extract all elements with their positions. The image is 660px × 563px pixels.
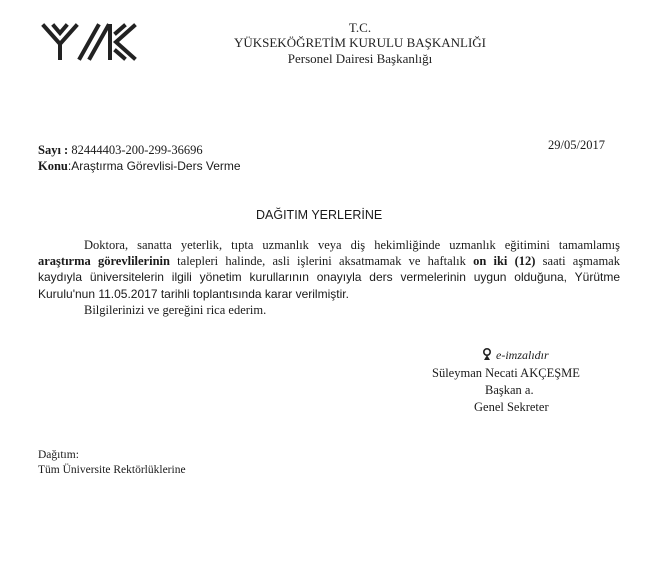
signer-title-2: Genel Sekreter — [474, 400, 549, 414]
signer-title-1: Başkan a. — [485, 383, 534, 397]
esign-seal-icon — [482, 348, 492, 361]
body-line-3: kaydıyla üniversitelerin ilgili yönetim kurullarının onayıyla ders vermelerinin uygun olduğuna, Yürütme — [38, 270, 620, 284]
body-line-4: Kurulu'nun 11.05.2017 tarihli toplantısında karar verilmiştir. — [38, 287, 349, 301]
header-department: Personel Dairesi Başkanlığı — [287, 51, 433, 66]
konu-label: Konu — [38, 159, 68, 173]
esign-text: e-imzalıdır — [496, 348, 549, 362]
header-tc: T.C. — [348, 20, 372, 35]
yok-logo — [40, 22, 138, 62]
closing-sentence: Bilgilerinizi ve gereğini rica ederim. — [84, 303, 267, 317]
body-line-2-end: saati aşmamak — [535, 254, 620, 268]
distribution-heading: DAĞITIM YERLERİNE — [256, 208, 383, 222]
bold-twelve: on iki (12) — [473, 254, 536, 268]
document-date: 29/05/2017 — [548, 138, 605, 152]
bold-research-assistants: araştırma görevlilerinin — [38, 254, 170, 268]
esign-line — [482, 348, 549, 363]
signer-name: Süleyman Necati AKÇEŞME — [432, 366, 580, 380]
konu-value: :Araştırma Görevlisi-Ders Verme — [67, 159, 241, 173]
header-institution: YÜKSEKÖĞRETİM KURULU BAŞKANLIĞI — [233, 35, 487, 50]
sayi-value: 82444403-200-299-36696 — [71, 143, 203, 157]
konu-line — [38, 159, 241, 174]
body-line-2 — [38, 254, 620, 269]
sayi-label: Sayı : — [38, 143, 69, 157]
distribution-item: Tüm Üniversite Rektörlüklerine — [38, 464, 186, 476]
distribution-label: Dağıtım: — [38, 449, 79, 461]
sayi-line — [38, 143, 203, 158]
body-line-2-mid: talepleri halinde, asli işlerini aksatmamak ve haftalık — [169, 254, 474, 268]
body-line-1: Doktora, sanatta yeterlik, tıpta uzmanlık veya diş hekimliğinde uzmanlık eğitimini tamamlamış — [84, 238, 620, 252]
